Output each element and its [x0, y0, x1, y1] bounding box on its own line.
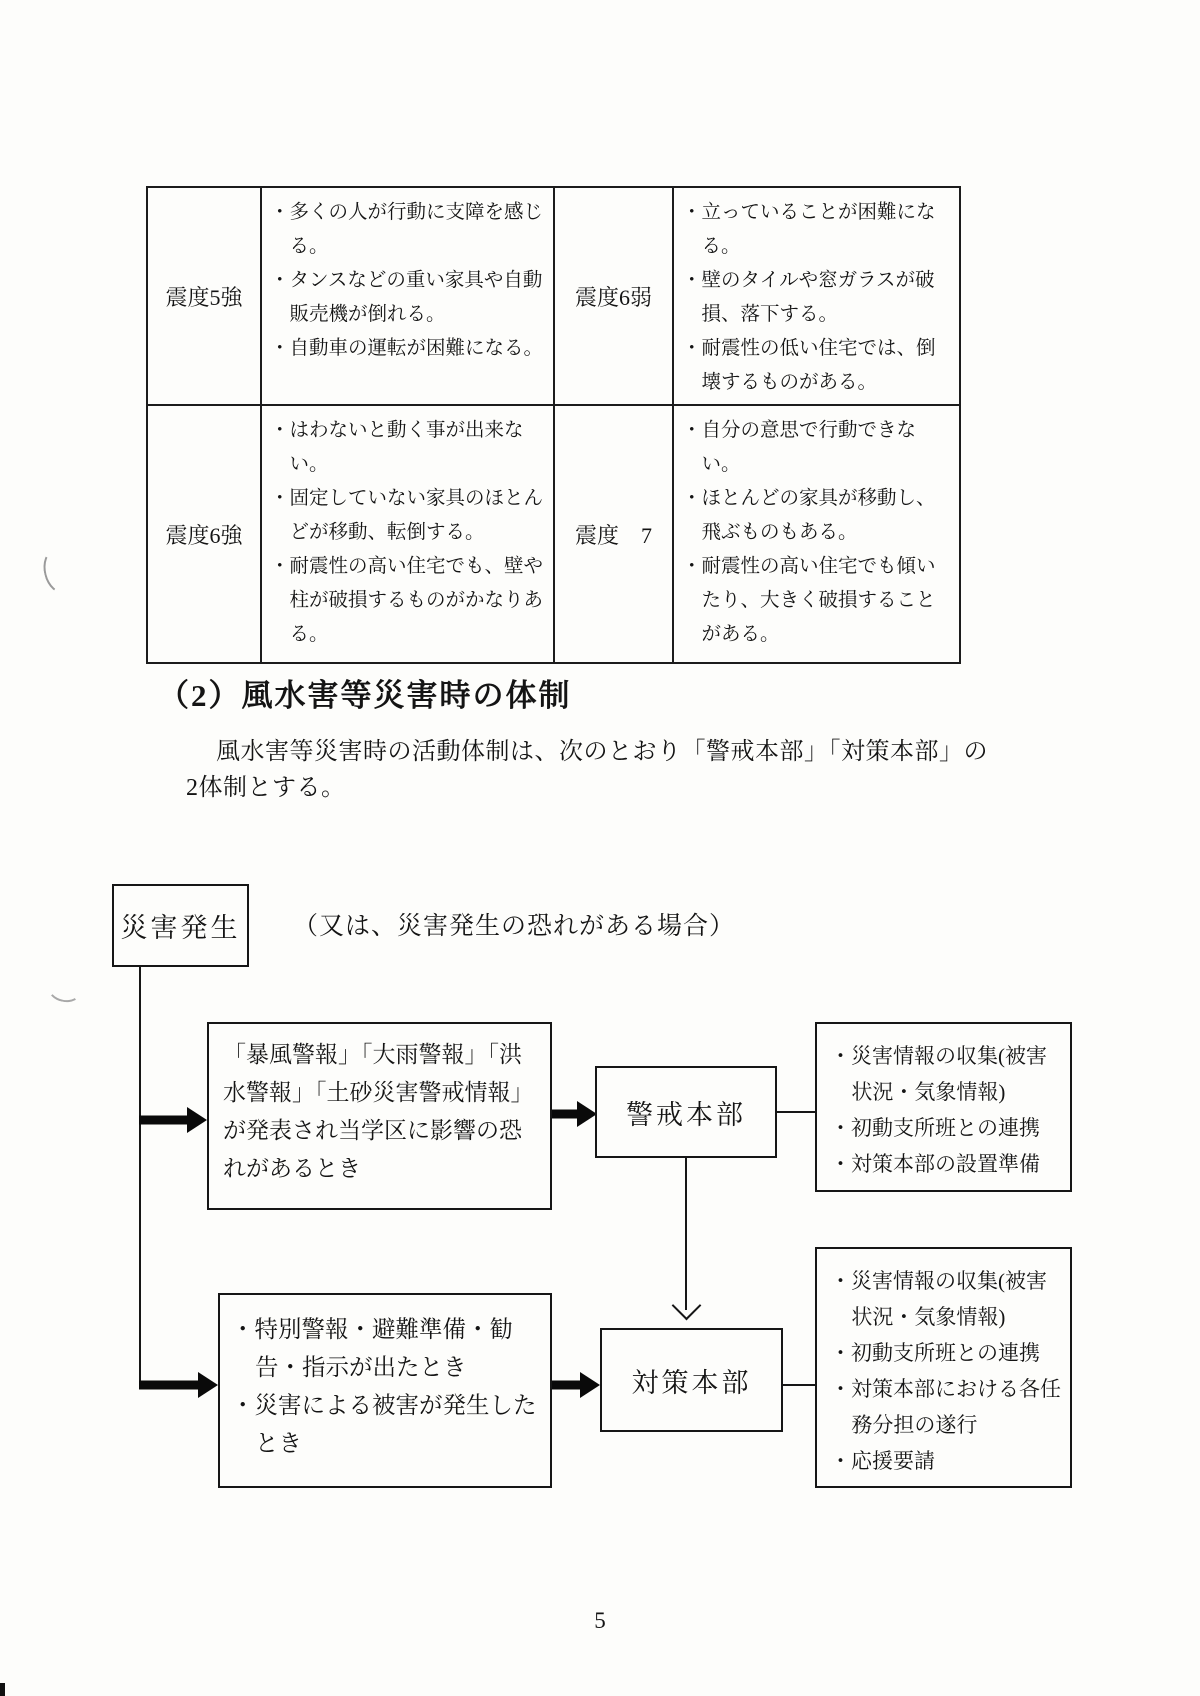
bullet-item: ・ 多くの人が行動に支障を感じる。 — [270, 196, 548, 264]
flow-branch-line — [139, 966, 141, 1388]
bullet-item: ・ 災害情報の収集(被害状況・気象情報) — [830, 1038, 1064, 1110]
response-tasks-box — [815, 1247, 1072, 1488]
bullet-item: ・ 立っていることが困難になる。 — [682, 196, 954, 264]
thick-right-arrow-icon — [552, 1371, 600, 1399]
bullet-item: ・ 初動支所班との連携 — [830, 1335, 1064, 1371]
table-row — [147, 187, 960, 405]
disaster-occurrence-note: （又は、災害発生の恐れがある場合） — [293, 913, 736, 940]
intensity-desc-6weak — [673, 187, 960, 405]
connector-line — [783, 1384, 815, 1386]
watch-trigger-box: 「暴風警報」「大雨警報」「洪水警報」「土砂災害警戒情報」が発表され当学区に影響の恐れがあるとき — [207, 1022, 552, 1210]
bullet-list — [830, 1038, 1064, 1182]
bullet-item: ・ 対策本部の設置準備 — [830, 1146, 1064, 1182]
arrow-head — [580, 1372, 600, 1398]
down-arrow-icon — [672, 1291, 702, 1321]
thick-right-arrow-icon — [552, 1100, 597, 1128]
down-arrow-line — [685, 1158, 687, 1310]
thick-right-arrow-icon — [139, 1371, 218, 1399]
scan-artifact — [46, 973, 84, 1005]
arrow-shaft — [552, 1381, 582, 1390]
intensity-desc-7 — [673, 405, 960, 663]
section-heading: （2）風水害等災害時の体制 — [158, 678, 572, 713]
intensity-desc-6strong — [261, 405, 554, 663]
bullet-item: ・ タンスなどの重い家具や自動販売機が倒れる。 — [270, 264, 548, 332]
watch-headquarters-box: 警戒本部 — [595, 1066, 777, 1158]
bullet-item: ・ 自分の意思で行動できない。 — [682, 414, 954, 482]
intensity-label-7: 震度 7 — [554, 405, 673, 663]
bullet-list — [682, 414, 954, 652]
bullet-list — [270, 414, 548, 652]
bullet-item: ・ 固定していない家具のほとんどが移動、転倒する。 — [270, 482, 548, 550]
arrow-head — [187, 1107, 207, 1133]
bullet-list — [231, 1311, 544, 1463]
bullet-item: ・ 耐震性の高い住宅でも、壁や柱が破損するものがかなりある。 — [270, 550, 548, 652]
thick-right-arrow-icon — [139, 1106, 207, 1134]
scan-artifact — [39, 545, 81, 597]
arrow-shaft — [139, 1116, 189, 1125]
page-number: 5 — [594, 1608, 606, 1633]
bullet-item: ・ 初動支所班との連携 — [830, 1110, 1064, 1146]
bullet-list — [270, 196, 548, 366]
connector-line — [777, 1111, 815, 1113]
bullet-item: ・ 自動車の運転が困難になる。 — [270, 332, 548, 366]
response-headquarters-box: 対策本部 — [600, 1328, 783, 1432]
bullet-item: ・ 耐震性の低い住宅では、倒壊するものがある。 — [682, 332, 954, 400]
watch-tasks-box — [815, 1022, 1072, 1192]
bullet-item: ・ 対策本部における各任務分担の遂行 — [830, 1371, 1064, 1443]
bullet-item: ・ 応援要請 — [830, 1443, 1064, 1479]
bullet-item: ・ 耐震性の高い住宅でも傾いたり、大きく破損することがある。 — [682, 550, 954, 652]
body-paragraph-line1: 風水害等災害時の活動体制は、次のとおり「警戒本部」「対策本部」の — [216, 739, 988, 765]
body-paragraph-line2: 2体制とする。 — [186, 775, 346, 801]
seismic-intensity-table — [146, 186, 961, 664]
arrow-shaft — [139, 1381, 200, 1390]
intensity-label-6strong: 震度6強 — [147, 405, 261, 663]
arrow-head — [198, 1372, 218, 1398]
intensity-desc-5strong — [261, 187, 554, 405]
bullet-item: ・ 災害による被害が発生したとき — [231, 1387, 544, 1463]
bullet-item: ・ 壁のタイルや窓ガラスが破損、落下する。 — [682, 264, 954, 332]
arrow-shaft — [552, 1110, 579, 1119]
table-row — [147, 405, 960, 663]
intensity-label-6weak: 震度6弱 — [554, 187, 673, 405]
scan-artifact — [0, 1683, 5, 1696]
bullet-item: ・ 特別警報・避難準備・勧告・指示が出たとき — [231, 1311, 544, 1387]
bullet-item: ・ ほとんどの家具が移動し、飛ぶものもある。 — [682, 482, 954, 550]
intensity-label-5strong: 震度5強 — [147, 187, 261, 405]
disaster-occurrence-box: 災害発生 — [112, 884, 249, 967]
bullet-item: ・ はわないと動く事が出来ない。 — [270, 414, 548, 482]
bullet-list — [830, 1263, 1064, 1479]
arrow-head — [577, 1101, 597, 1127]
bullet-item: ・ 災害情報の収集(被害状況・気象情報) — [830, 1263, 1064, 1335]
response-trigger-box — [218, 1293, 552, 1488]
bullet-list — [682, 196, 954, 400]
